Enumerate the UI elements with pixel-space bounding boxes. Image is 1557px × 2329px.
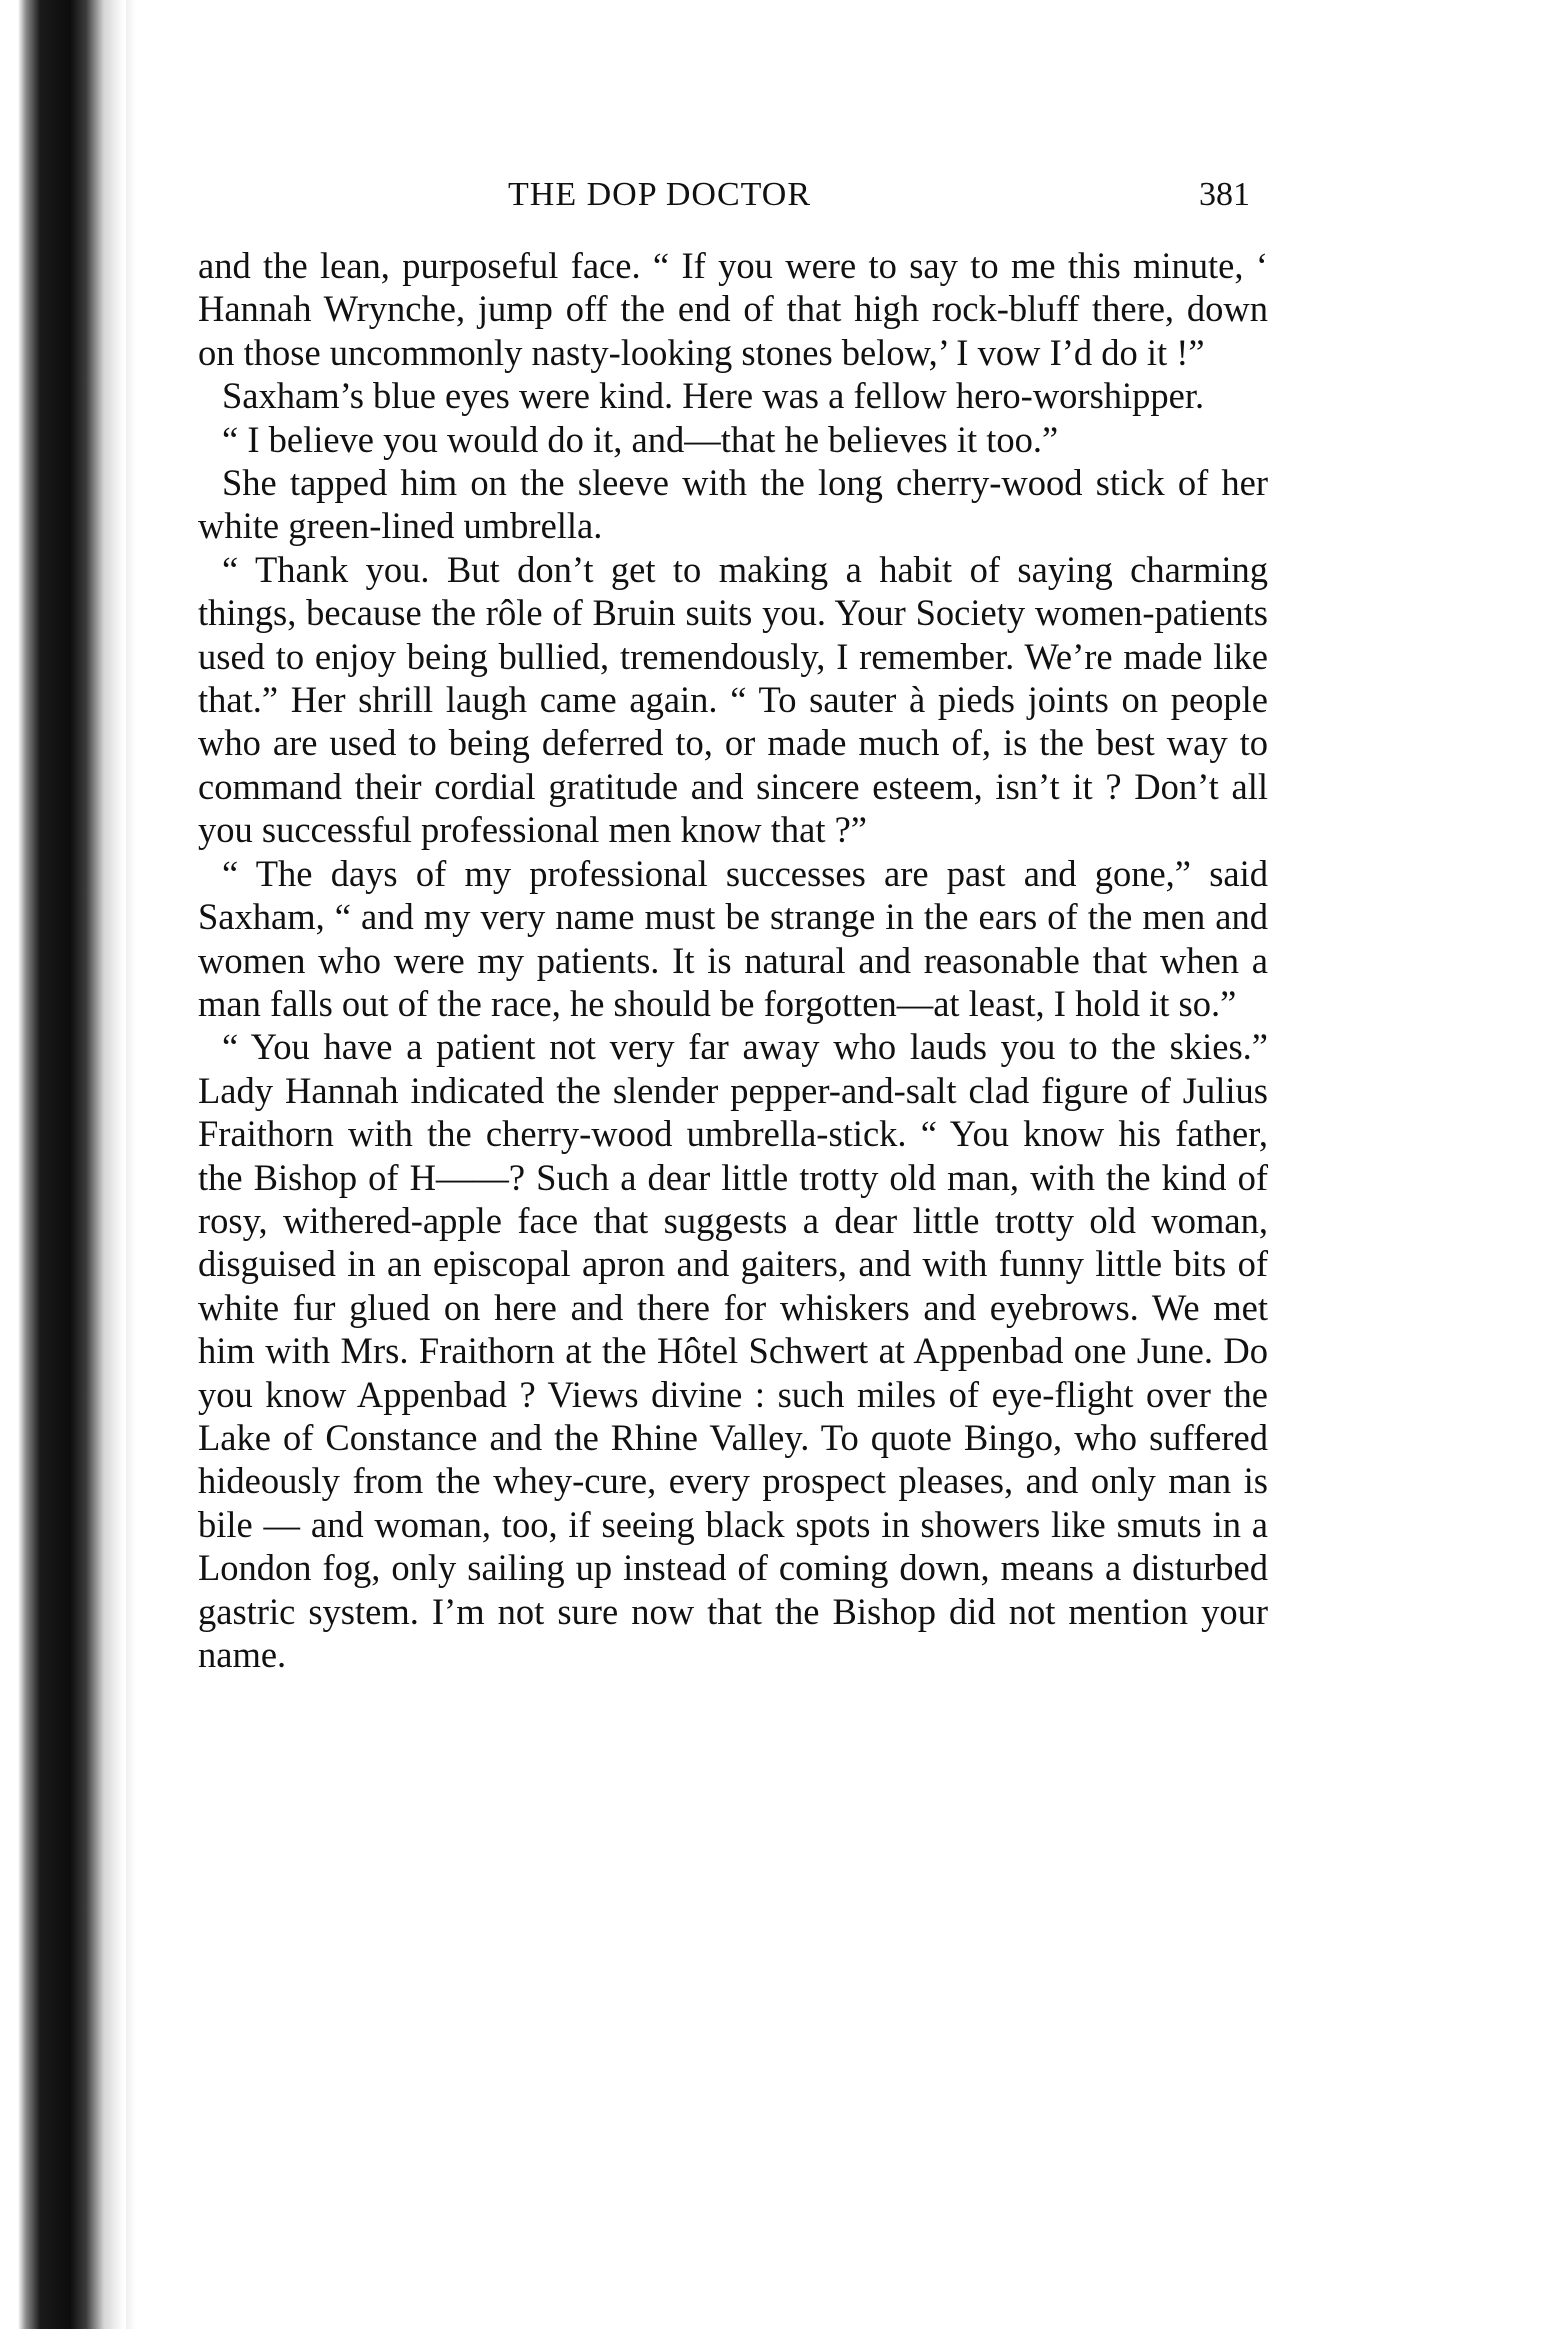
running-title: THE DOP DOCTOR — [508, 176, 812, 213]
page-body — [198, 244, 1268, 1676]
paragraph: Saxham’s blue eyes were kind. Here was a fellow hero-worshipper. — [222, 375, 1205, 417]
page-number: 381 — [1199, 176, 1250, 213]
book-spine-shadow — [0, 0, 130, 2329]
paragraph: and the lean, purposeful face. “ If you were to say to me this minute, ‘ Hannah Wrynche, jump off the end of that high rock-bluff there, down on those uncommonly nasty-looking stones below,’ I vow I’d do it !” — [198, 245, 1268, 373]
paragraph: “ You have a patient not very far away who lauds you to the skies.” Lady Hannah indicated the slender pepper-and-salt clad figure of Julius Fraithorn with the cherry-wood umbrella-stick. “ You know his father, the Bishop of H——? Such a dear little trotty old man, with the kind of rosy, withered-apple face that suggests a dear little trotty old woman, disguised in an episcopal apron and gaiters, and with funny little bits of white fur glued on here and there for whiskers and eyebrows. We met him with Mrs. Fraithorn at the Hôtel Schwert at Appenbad one June. Do you know Appenbad ? Views divine : such miles of eye-flight over the Lake of Constance and the Rhine Valley. To quote Bingo, who suffered hideously from the whey-cure, every prospect pleases, and only man is bile — and woman, too, if seeing black spots in showers like smuts in a London fog, only sailing up instead of coming down, means a disturbed gastric system. I’m not sure now that the Bishop did not mention your name. — [198, 1026, 1268, 1675]
paragraph: She tapped him on the sleeve with the long cherry-wood stick of her white green-lined umbrella. — [198, 462, 1268, 547]
page-header — [198, 176, 1268, 216]
paragraph: “ The days of my professional successes are past and gone,” said Saxham, “ and my very name must be strange in the ears of the men and women who were my patients. It is natural and reasonable that when a man falls out of the race, he should be forgotten—at least, I hold it so.” — [198, 852, 1268, 1024]
paragraph: “ Thank you. But don’t get to making a habit of saying charming things, because the rôle of Bruin suits you. Your Society women-patients used to enjoy being bullied, tremendously, I remember. We’re made like that.” Her shrill laugh came again. “ To sauter à pieds joints on people who are used to being deferred to, or made much of, is the best way to command their cordial gratitude and sincere esteem, isn’t it ? Don’t all you successful professional men know that ?” — [198, 548, 1268, 851]
page-gutter — [126, 0, 136, 2329]
paragraph: “ I believe you would do it, and—that he believes it too.” — [222, 418, 1059, 460]
